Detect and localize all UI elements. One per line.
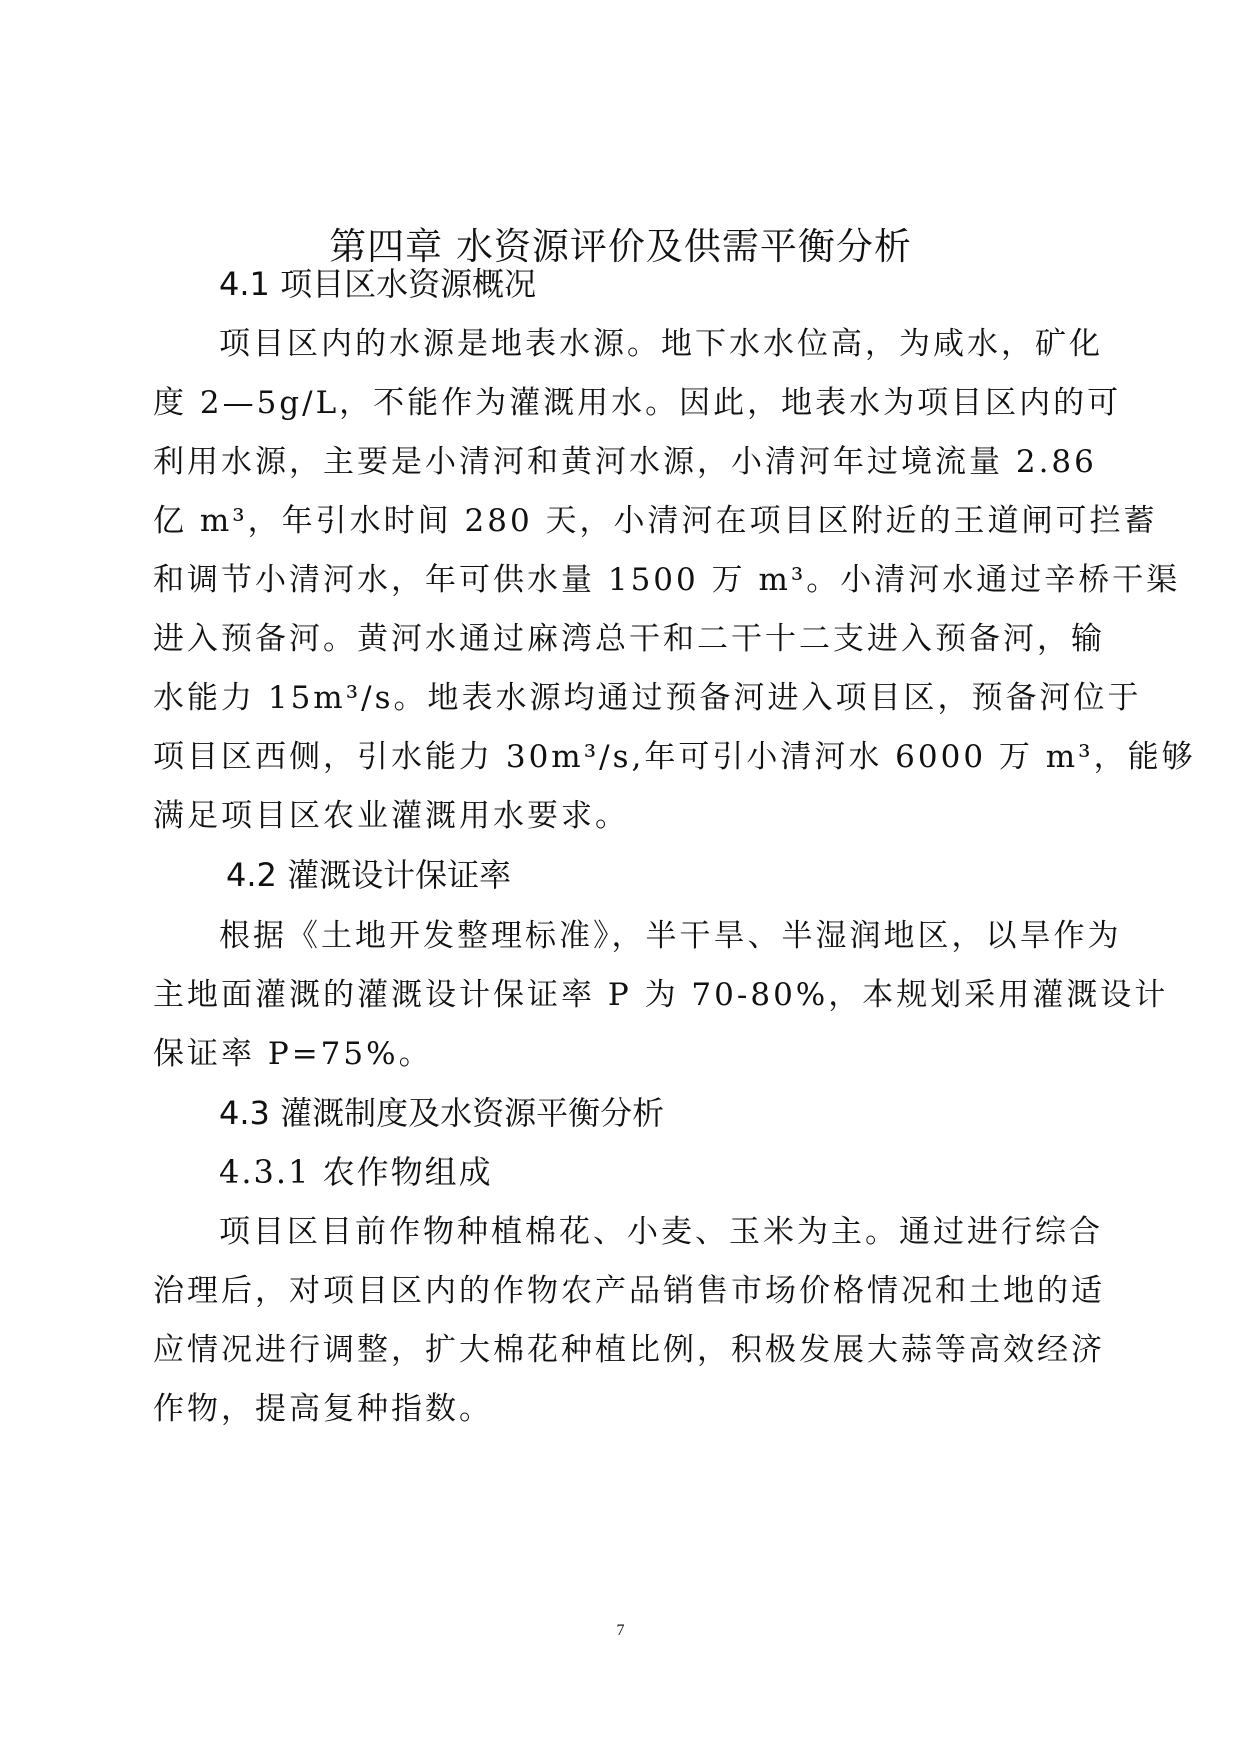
chapter-title: 第四章 水资源评价及供需平衡分析 [329, 225, 912, 268]
paragraph-line: 满足项目区农业灌溉用水要求。 [153, 798, 629, 834]
paragraph-line: 进入预备河。黄河水通过麻湾总干和二干十二支进入预备河，输 [153, 621, 1105, 657]
paragraph-line: 利用水源，主要是小清河和黄河水源，小清河年过境流量 2.86 [153, 444, 1097, 480]
paragraph-line: 项目区西侧，引水能力 30m³/s,年可引小清河水 6000 万 m³，能够 [153, 739, 1196, 775]
paragraph-line: 治理后，对项目区内的作物农产品销售市场价格情况和土地的适 [153, 1273, 1105, 1309]
paragraph-line: 和调节小清河水，年可供水量 1500 万 m³。小清河水通过辛桥干渠 [153, 562, 1181, 598]
section-heading-4-1: 4.1 项目区水资源概况 [219, 265, 537, 303]
paragraph-line: 水能力 15m³/s。地表水源均通过预备河进入项目区，预备河位于 [153, 680, 1142, 716]
paragraph-line: 主地面灌溉的灌溉设计保证率 P 为 70-80%，本规划采用灌溉设计 [153, 977, 1169, 1013]
paragraph-line: 项目区内的水源是地表水源。地下水水位高，为咸水，矿化 [219, 326, 1103, 362]
paragraph-line: 作物，提高复种指数。 [153, 1391, 493, 1427]
paragraph-line: 应情况进行调整，扩大棉花种植比例，积极发展大蒜等高效经济 [153, 1332, 1105, 1368]
page-number: 7 [616, 1622, 625, 1639]
paragraph-line: 亿 m³，年引水时间 280 天，小清河在项目区附近的王道闸可拦蓄 [153, 503, 1158, 539]
section-heading-4-2: 4.2 灌溉设计保证率 [226, 856, 512, 894]
paragraph-line: 根据《土地开发整理标准》，半干旱、半湿润地区，以旱作为 [219, 918, 1122, 954]
paragraph-line: 保证率 P=75%。 [153, 1036, 433, 1072]
paragraph-line: 度 2—5g/L，不能作为灌溉用水。因此，地表水为项目区内的可 [153, 385, 1122, 421]
section-heading-4-3: 4.3 灌溉制度及水资源平衡分析 [219, 1094, 665, 1132]
paragraph-line: 项目区目前作物种植棉花、小麦、玉米为主。通过进行综合 [219, 1214, 1103, 1250]
subsection-heading-4-3-1: 4.3.1 农作物组成 [219, 1153, 493, 1191]
